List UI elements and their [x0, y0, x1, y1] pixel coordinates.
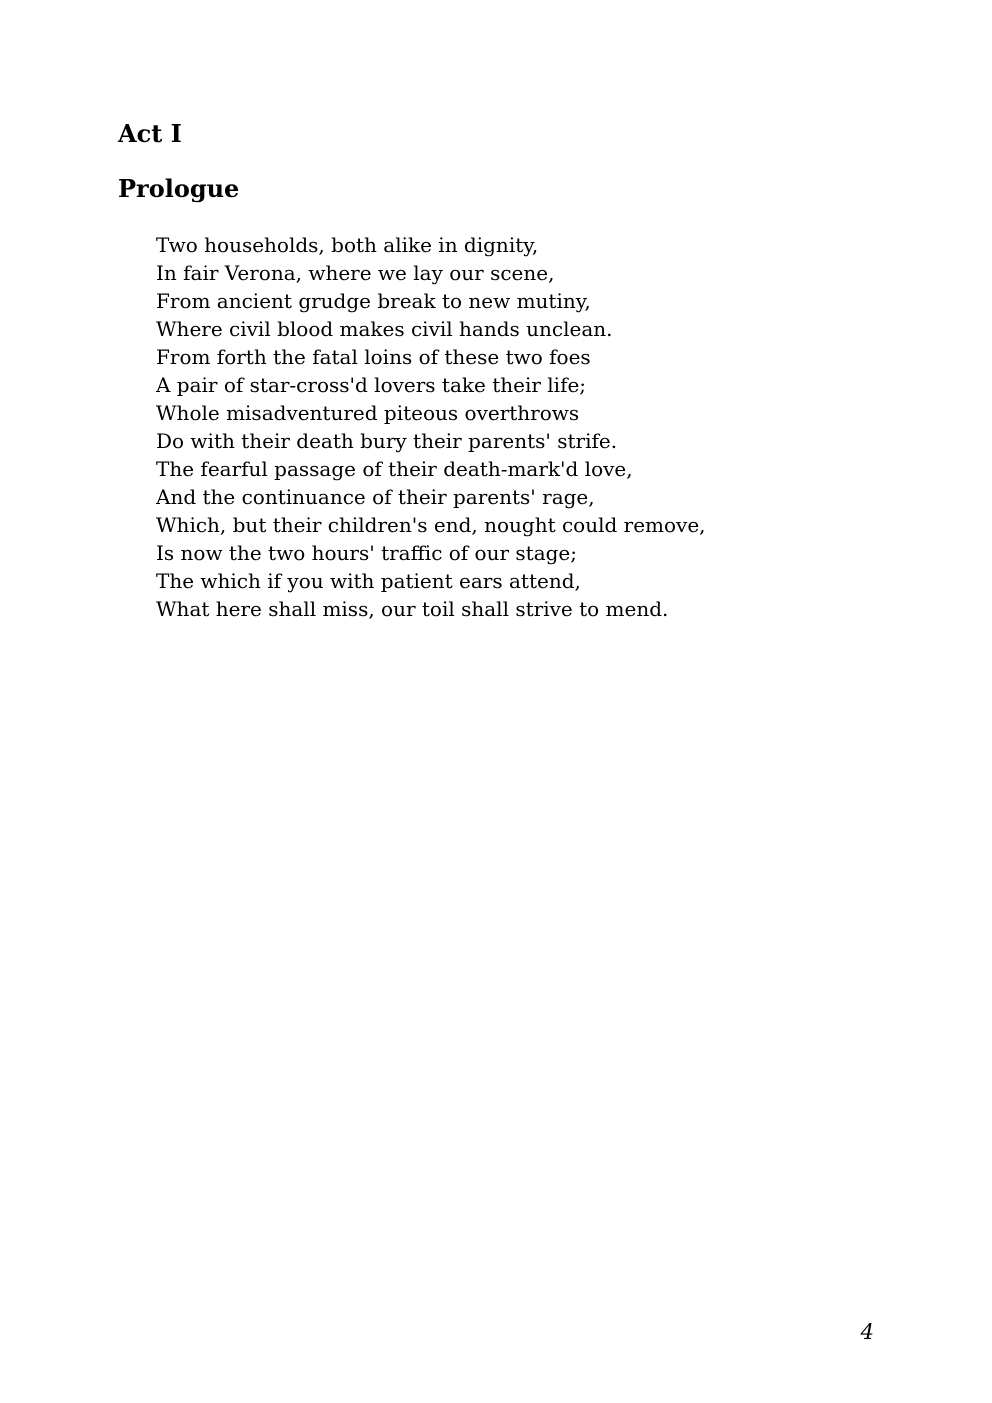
act-heading: Act I	[118, 119, 182, 148]
prologue-verse	[156, 231, 706, 623]
verse-line: What here shall miss, our toil shall strive to mend.	[156, 597, 669, 621]
verse-line: Is now the two hours' traffic of our stage;	[156, 541, 577, 565]
verse-line: Where civil blood makes civil hands unclean.	[156, 317, 613, 341]
verse-line: The fearful passage of their death-mark'd love,	[156, 457, 633, 481]
verse-line: Whole misadventured piteous overthrows	[156, 401, 580, 425]
verse-line: From ancient grudge break to new mutiny,	[156, 289, 591, 313]
page-number: 4	[860, 1320, 874, 1344]
verse-line: A pair of star-cross'd lovers take their life;	[156, 373, 587, 397]
verse-line: Which, but their children's end, nought could remove,	[156, 513, 706, 537]
verse-line: In fair Verona, where we lay our scene,	[156, 261, 555, 285]
scene-heading: Prologue	[118, 174, 240, 203]
verse-line: From forth the fatal loins of these two foes	[156, 345, 591, 369]
verse-line: Two households, both alike in dignity,	[156, 233, 539, 257]
verse-line: The which if you with patient ears attend,	[156, 569, 581, 593]
verse-line: And the continuance of their parents' rage,	[156, 485, 595, 509]
verse-line: Do with their death bury their parents' strife.	[156, 429, 618, 453]
